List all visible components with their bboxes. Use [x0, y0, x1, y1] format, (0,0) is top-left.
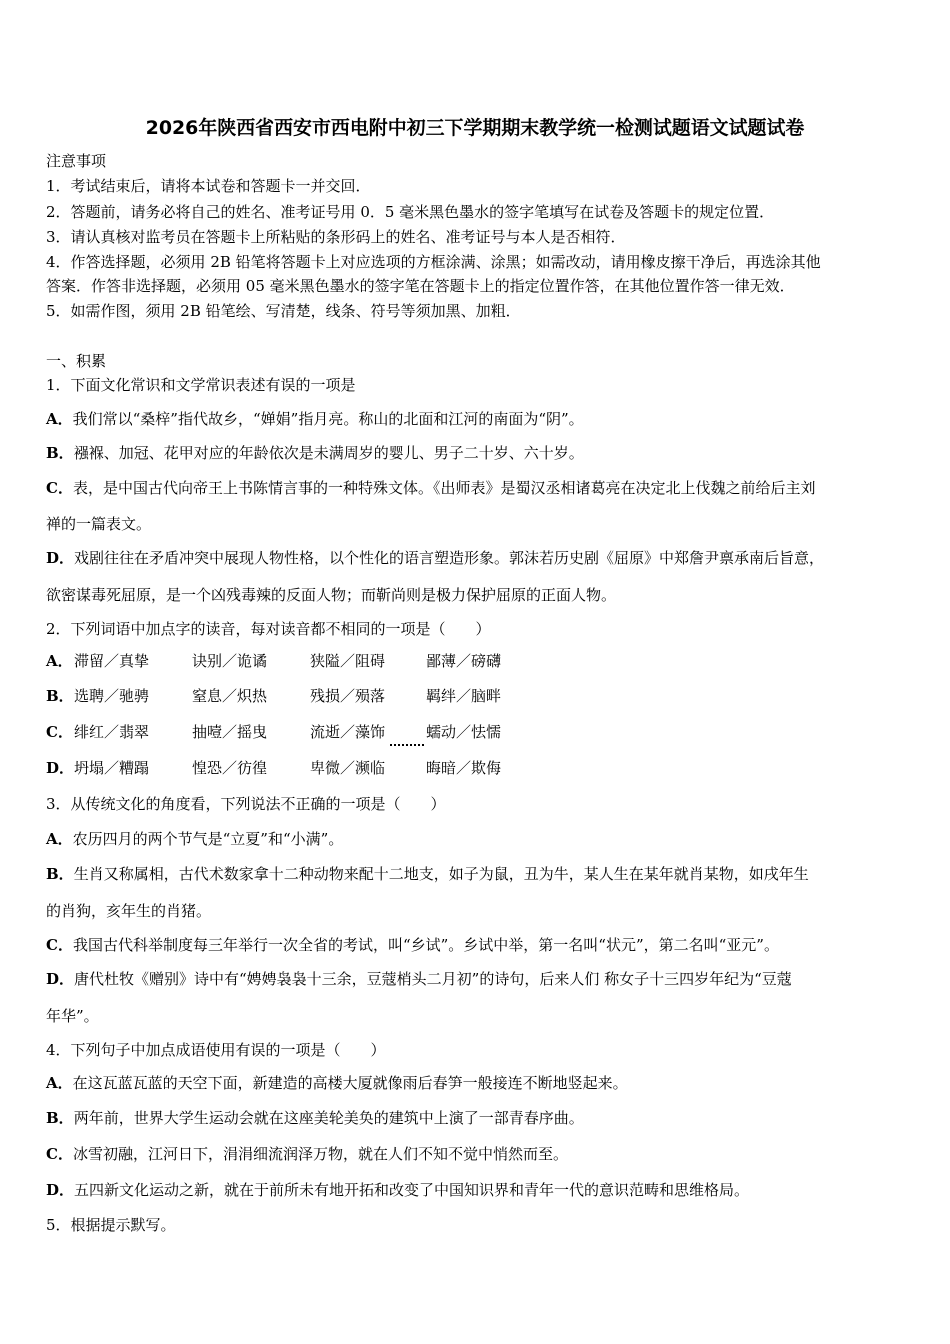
option-label: D． — [46, 1181, 75, 1199]
option-d-continued: 欲密谋毒死屈原，是一个凶残毒辣的反面人物；而靳尚则是极力保护屈原的正面人物。 — [46, 586, 617, 604]
option-b — [46, 1108, 584, 1128]
option-d — [46, 969, 792, 989]
question-stem: 3．从传统文化的角度看，下列说法不正确的一项是（ ） — [46, 795, 446, 813]
option-label: C． — [46, 723, 73, 741]
question-stem: 5．根据提示默写。 — [46, 1216, 176, 1234]
option-label: D． — [46, 970, 75, 988]
word-pair: 坍塌／糟蹋 — [74, 759, 150, 777]
option-text: 五四新文化运动之新，就在于前所未有地开拓和改变了中国知识界和青年一代的意识范畴和思维格局。 — [74, 1181, 750, 1199]
word-pair: 卑微／濒临 — [310, 759, 386, 777]
option-b — [46, 864, 809, 884]
option-c — [46, 478, 815, 498]
option-a — [46, 409, 584, 429]
word-pair: 惶恐／彷徨 — [192, 759, 268, 777]
word-pair: 滞留／真挚 — [74, 652, 150, 670]
question-stem: 4．下列句子中加点成语使用有误的一项是（ ） — [46, 1041, 386, 1059]
word-pair: 选聘／驰骋 — [74, 687, 150, 705]
option-b-continued: 的肖狗，亥年生的肖猪。 — [46, 902, 212, 920]
option-d — [46, 548, 824, 568]
option-d-continued: 年华”。 — [46, 1007, 99, 1025]
notice-item: 2．答题前，请务必将自己的姓名、准考证号用 0．5 毫米黑色墨水的签字笔填写在试卷及答题卡的规定位置． — [46, 203, 775, 221]
notice-heading: 注意事项 — [46, 152, 107, 170]
word-pair: 狭隘／阻碍 — [310, 652, 386, 670]
emphasis-dots — [390, 742, 424, 746]
word-pair: 蠕动／怯懦 — [426, 723, 502, 741]
option-label: A． — [46, 1074, 73, 1092]
option-text: 襁褓、加冠、花甲对应的年龄依次是未满周岁的婴儿、男子二十岁、六十岁。 — [73, 444, 584, 462]
option-text: 生肖又称属相，古代术数家拿十二种动物来配十二地支，如子为鼠，丑为牛，某人生在某年就肖某物，如戌年生 — [73, 865, 809, 883]
notice-item: 4．作答选择题，必须用 2B 铅笔将答题卡上对应选项的方框涂满、涂黑；如需改动，请用橡皮擦干净后，再选涂其他 — [46, 253, 821, 271]
option-label: A． — [46, 652, 73, 670]
option-text: 我国古代科举制度每三年举行一次全省的考试，叫“乡试”。乡试中举，第一名叫“状元”，第二名叫“亚元”。 — [72, 936, 779, 954]
word-pair: 绯红／翡翠 — [74, 723, 150, 741]
question-stem: 1．下面文化常识和文学常识表述有误的一项是 — [46, 376, 356, 394]
option-c — [46, 935, 779, 955]
option-label: B． — [46, 687, 74, 705]
option-text: 在这瓦蓝瓦蓝的天空下面，新建造的高楼大厦就像雨后春笋一般接连不断地竖起来。 — [72, 1074, 628, 1092]
option-text: 冰雪初融，江河日下，涓涓细流润泽万物，就在人们不知不觉中悄然而至。 — [72, 1145, 568, 1163]
option-text: 唐代杜牧《赠别》诗中有“娉娉袅袅十三余，豆蔻梢头二月初”的诗句，后来人们 称女子十三四岁年纪为“豆蔻 — [74, 970, 792, 988]
option-text: 两年前，世界大学生运动会就在这座美轮美奂的建筑中上演了一部青春序曲。 — [73, 1109, 584, 1127]
word-pair: 残损／殒落 — [310, 687, 386, 705]
option-a — [46, 1073, 628, 1093]
option-label: C． — [46, 479, 73, 497]
option-text: 农历四月的两个节气是“立夏”和“小满”。 — [72, 830, 344, 848]
option-text: 表，是中国古代向帝王上书陈情言事的一种特殊文体。《出师表》是蜀汉丞相诸葛亮在决定北上伐魏之前给后主刘 — [72, 479, 816, 497]
option-label: B． — [46, 865, 74, 883]
option-label: D． — [46, 549, 75, 567]
section-heading: 一、积累 — [46, 352, 107, 370]
option-label: A． — [46, 830, 73, 848]
option-label: B． — [46, 444, 74, 462]
option-text: 戏剧往往在矛盾冲突中展现人物性格，以个性化的语言塑造形象。郭沫若历史剧《屈原》中郑詹尹禀承南后旨意， — [74, 549, 825, 567]
option-a — [46, 829, 343, 849]
option-d — [46, 1180, 749, 1200]
option-label: B． — [46, 1109, 74, 1127]
option-label: D． — [46, 759, 75, 777]
option-label: C． — [46, 1145, 73, 1163]
option-b — [46, 443, 584, 463]
word-pair: 抽噎／摇曳 — [192, 723, 268, 741]
notice-item: 答案．作答非选择题，必须用 05 毫米黑色墨水的签字笔在答题卡上的指定位置作答，在其他位置作答一律无效． — [46, 277, 795, 295]
word-pair: 鄙薄／磅礴 — [426, 652, 502, 670]
notice-item: 3．请认真核对监考员在答题卡上所粘贴的条形码上的姓名、准考证号与本人是否相符． — [46, 228, 626, 246]
word-pair: 晦暗／欺侮 — [426, 759, 502, 777]
option-c-continued: 禅的一篇表文。 — [46, 515, 152, 533]
word-pair: 窒息／炽热 — [192, 687, 268, 705]
notice-item: 5．如需作图，须用 2B 铅笔绘、写清楚，线条、符号等须加黑、加粗． — [46, 302, 521, 320]
word-pair: 诀别／诡谲 — [192, 652, 268, 670]
question-stem: 2．下列词语中加点字的读音，每对读音都不相同的一项是（ ） — [46, 620, 491, 638]
option-c — [46, 1144, 568, 1164]
word-pair: 羁绊／脑畔 — [426, 687, 502, 705]
option-label: A． — [46, 410, 73, 428]
page-title: 2026年陕西省西安市西电附中初三下学期期末教学统一检测试题语文试题试卷 — [145, 117, 805, 139]
option-text: 我们常以“桑梓”指代故乡，“婵娟”指月亮。称山的北面和江河的南面为“阴”。 — [72, 410, 584, 428]
option-label: C． — [46, 936, 73, 954]
notice-item: 1．考试结束后，请将本试卷和答题卡一并交回． — [46, 177, 371, 195]
word-pair: 流逝／藻饰 — [310, 723, 386, 741]
